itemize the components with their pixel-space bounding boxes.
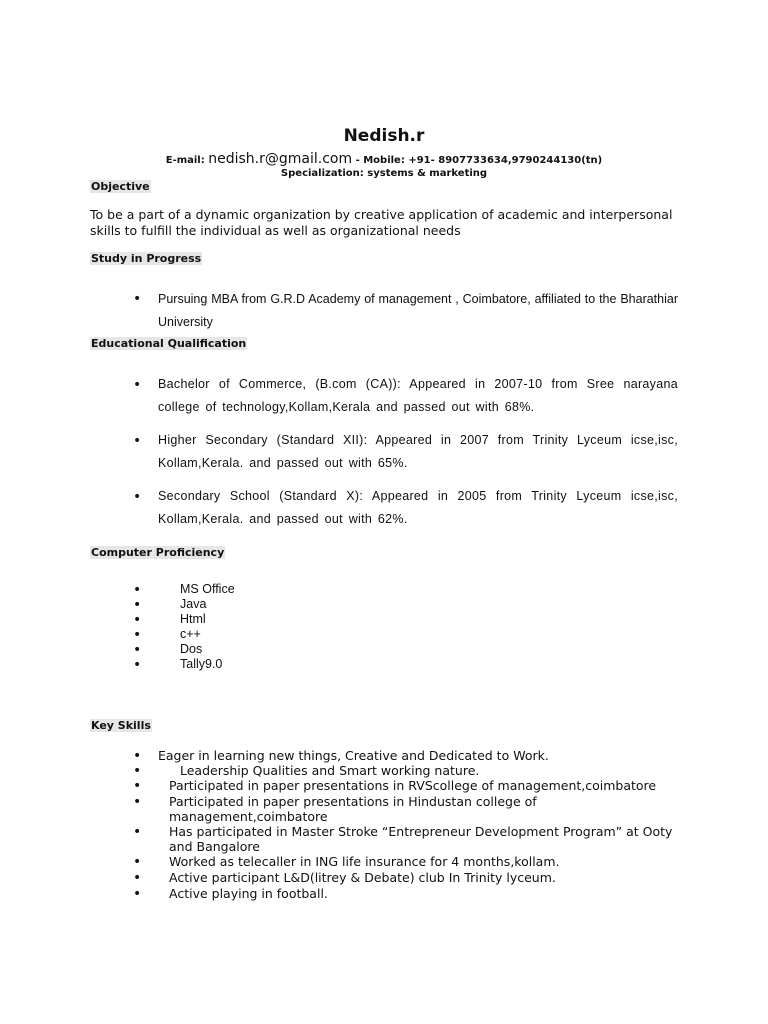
study-item: Pursuing MBA from G.R.D Academy of management , Coimbatore, affiliated to the Bharathiar University (158, 292, 678, 329)
education-item-hsc: Higher Secondary (Standard XII): Appeared in 2007 from Trinity Lyceum icse,isc, Kollam,Kerala. and passed out with 65%. (158, 433, 678, 470)
study-heading: Study in Progress (91, 252, 202, 265)
skills-heading: Key Skills (91, 719, 151, 732)
bullet: • (133, 794, 142, 810)
computer-item: Tally9.0 (180, 657, 223, 671)
bullet: • (133, 886, 142, 902)
computer-heading: Computer Proficiency (91, 546, 225, 559)
skill-item: Active participant L&D(litrey & Debate) club In Trinity lyceum. (169, 870, 556, 885)
education-item-bcom: Bachelor of Commerce, (B.com (CA)): Appeared in 2007-10 from Sree narayana college of technology,Kollam,Kerala and passed out with 68%. (158, 377, 678, 414)
objective-heading: Objective (91, 180, 150, 193)
contact-line (0, 151, 768, 167)
bullet: • (133, 778, 142, 794)
bullet: • (133, 582, 142, 598)
bullet: • (133, 291, 142, 307)
skill-item: Participated in paper presentations in Hindustan college of management,coimbatore (169, 794, 537, 824)
skill-item: Eager in learning new things, Creative and Dedicated to Work. (158, 748, 549, 763)
skill-item: Leadership Qualities and Smart working nature. (180, 763, 480, 778)
bullet: • (133, 763, 142, 779)
computer-item: c++ (180, 627, 201, 641)
mobile-numbers: - Mobile: +91- 8907733634,9790244130(tn) (355, 155, 603, 166)
education-item-ssc: Secondary School (Standard X): Appeared in 2005 from Trinity Lyceum icse,isc, Kollam,Kerala. and passed out with 62%. (158, 489, 678, 526)
candidate-name: Nedish.r (343, 126, 425, 146)
education-heading: Educational Qualification (91, 337, 247, 350)
bullet: • (133, 627, 142, 643)
bullet: • (133, 489, 142, 505)
bullet: • (133, 824, 142, 840)
bullet: • (133, 612, 142, 628)
email-address: nedish.r@gmail.com (208, 151, 353, 167)
bullet: • (133, 377, 142, 393)
bullet: • (133, 597, 142, 613)
bullet: • (133, 642, 142, 658)
bullet: • (133, 854, 142, 870)
skill-item: Active playing in football. (169, 886, 328, 901)
computer-item: Dos (180, 642, 203, 656)
bullet: • (133, 433, 142, 449)
skill-item: Has participated in Master Stroke “Entrepreneur Development Program” at Ooty and Bangalore (169, 824, 673, 854)
objective-text: To be a part of a dynamic organization by creative application of academic and interpersonal skills to fulfill the individual as well as organizational needs (90, 207, 673, 238)
computer-item: Html (180, 612, 206, 626)
email-label: E-mail: (165, 155, 205, 166)
bullet: • (133, 748, 142, 764)
specialization: Specialization: systems & marketing (280, 168, 488, 179)
bullet: • (133, 870, 142, 886)
computer-item: MS Office (180, 582, 235, 596)
skill-item: Worked as telecaller in ING life insurance for 4 months,kollam. (169, 854, 560, 869)
bullet: • (133, 657, 142, 673)
skill-item: Participated in paper presentations in RVScollege of management,coimbatore (169, 778, 657, 793)
computer-item: Java (180, 597, 207, 611)
